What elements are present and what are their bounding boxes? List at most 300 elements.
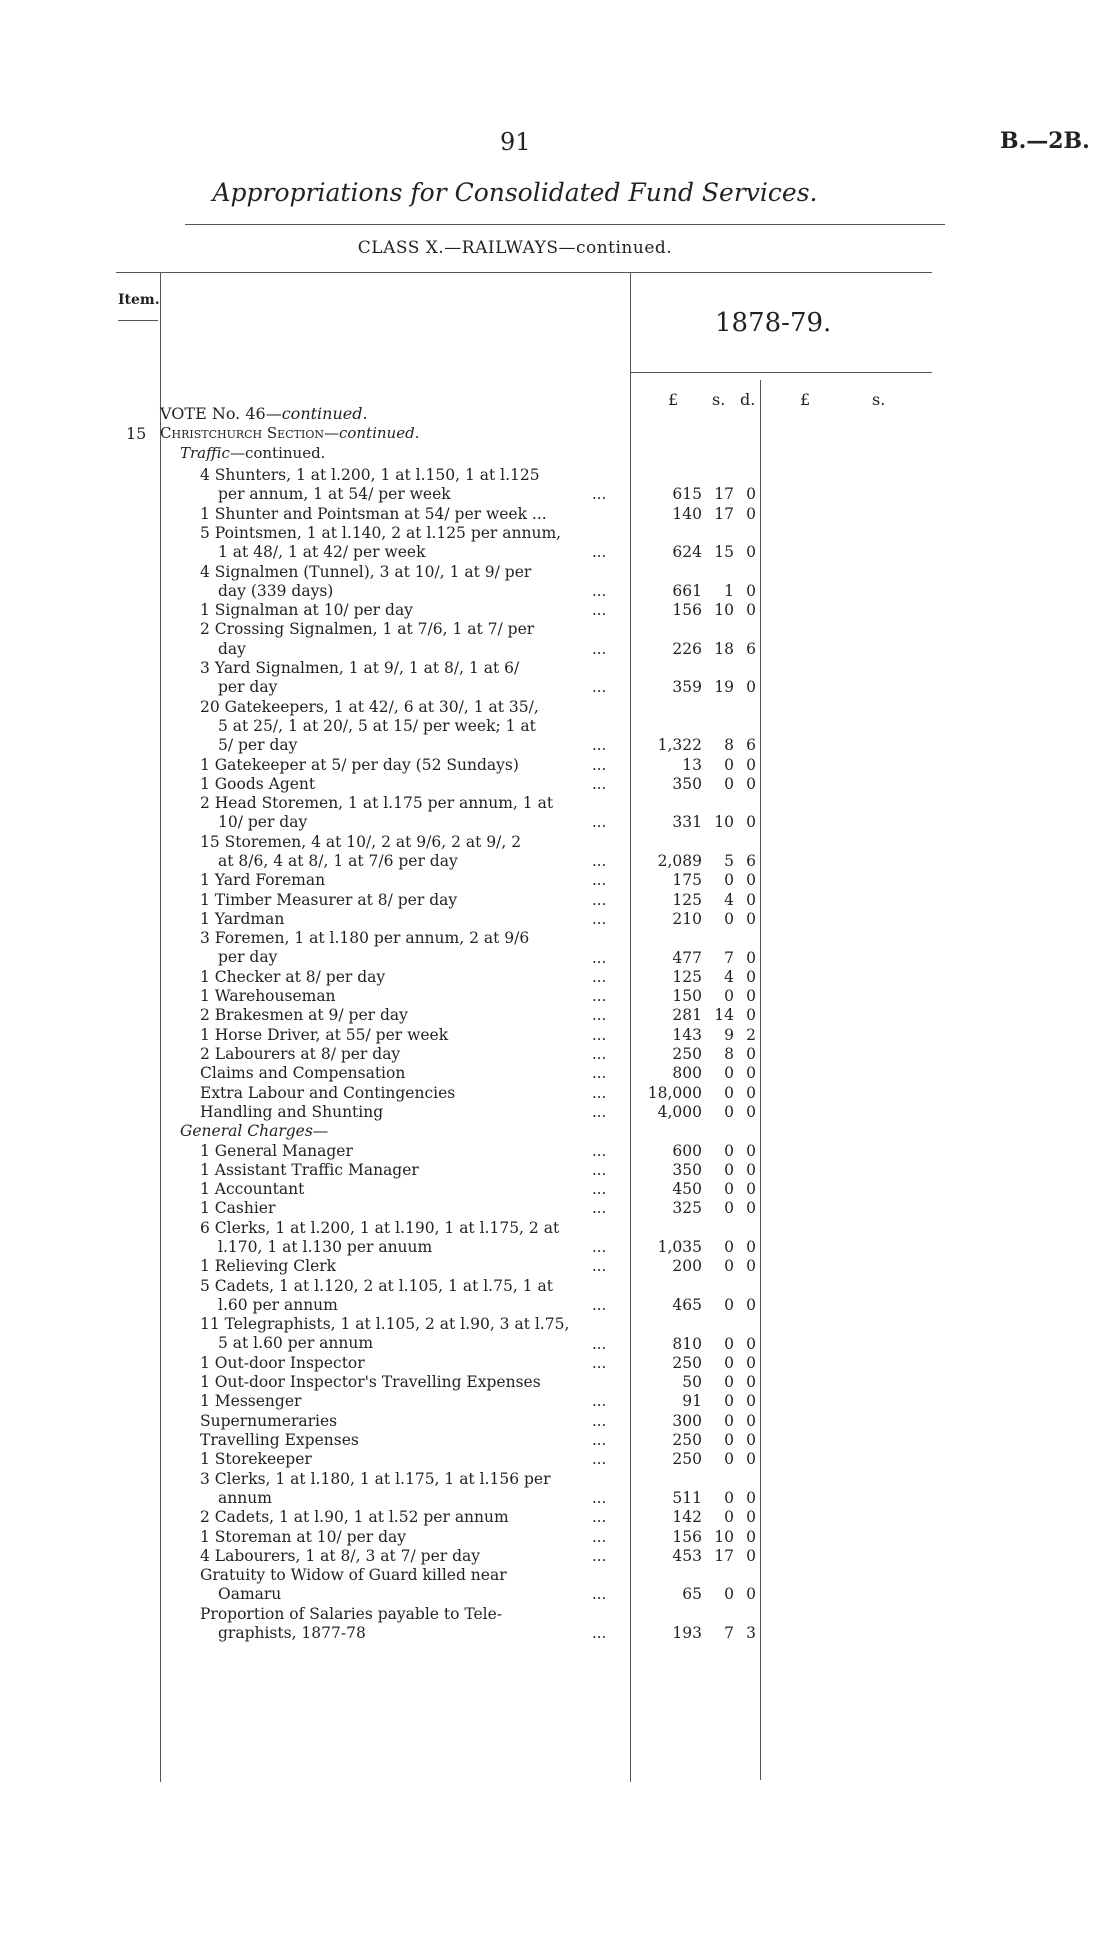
amount-pounds: 125: [672, 890, 702, 909]
entry-description: [200, 1354, 620, 1373]
entry-line: 1 Yard Foreman: [200, 871, 326, 890]
amount-pounds: 91: [682, 1392, 702, 1411]
leader-dots: ...: [592, 1295, 607, 1314]
entry-line: 4 Labourers, 1 at 8/, 3 at 7/ per day: [200, 1546, 481, 1565]
document-reference: B.—2B.: [1000, 128, 1090, 154]
amount-pence: 0: [746, 1392, 756, 1411]
leader-dots: ...: [592, 948, 607, 967]
leader-dots: ...: [592, 1025, 607, 1044]
entry-line: 1 Goods Agent: [200, 774, 316, 793]
pence-header: d.: [740, 390, 756, 409]
amount-pounds: 156: [672, 601, 702, 620]
amount-pence: 0: [746, 1141, 756, 1160]
leader-dots: ...: [592, 967, 607, 986]
amount-pounds: 125: [672, 967, 702, 986]
amount-pence: 0: [746, 1450, 756, 1469]
pounds-total-header: £: [800, 390, 811, 409]
entry-description: [200, 659, 620, 698]
entry-line: 5/ per day: [218, 736, 298, 755]
amount-pence: 6: [746, 639, 756, 658]
leader-dots: ...: [592, 890, 607, 909]
leader-dots: ...: [592, 1450, 607, 1469]
entry-line: 1 Warehouseman: [200, 987, 336, 1006]
title-rule: [185, 224, 945, 225]
amount-pence: 0: [746, 1083, 756, 1102]
entry-line: 2 Head Storemen, 1 at l.175 per annum, 1 at: [200, 794, 554, 813]
amount-pence: 0: [746, 1411, 756, 1430]
leader-dots: ...: [592, 1392, 607, 1411]
amount-pence: 0: [746, 967, 756, 986]
entry-description: [200, 1277, 620, 1316]
amount-pounds: 250: [672, 1450, 702, 1469]
item-number: 15: [126, 424, 147, 443]
amount-shillings: 15: [714, 543, 734, 562]
amount-pounds: 200: [672, 1257, 702, 1276]
amount-shillings: 1: [724, 581, 734, 600]
amount-pence: 0: [746, 581, 756, 600]
vote-heading: [160, 404, 368, 423]
year-column-header: 1878-79.: [715, 308, 832, 338]
leader-dots: ...: [592, 813, 607, 832]
amount-pounds: 13: [682, 755, 702, 774]
amount-pence: 0: [746, 1257, 756, 1276]
leader-dots: ...: [592, 1546, 607, 1565]
amount-shillings: 7: [724, 1624, 734, 1642]
entry-line: at 8/6, 4 at 8/, 1 at 7/6 per day: [218, 851, 458, 870]
entry-line: 15 Storemen, 4 at 10/, 2 at 9/6, 2 at 9/, 2: [200, 832, 522, 851]
entry-description: [200, 601, 620, 620]
amount-pence: 0: [746, 1295, 756, 1314]
amount-pence: 0: [746, 1045, 756, 1063]
entry-line: 5 at 25/, 1 at 20/, 5 at 15/ per week; 1 at: [218, 716, 536, 735]
entry-line: 1 Storeman at 10/ per day: [200, 1527, 407, 1546]
amount-pounds: 193: [672, 1624, 702, 1642]
amount-pence: 0: [746, 1546, 756, 1565]
leader-dots: ...: [592, 1488, 607, 1507]
amount-pence: 0: [746, 755, 756, 774]
leader-dots: ...: [592, 1006, 607, 1025]
amount-pence: 0: [746, 1102, 756, 1121]
leader-dots: ...: [592, 755, 607, 774]
subsection-heading: [180, 444, 325, 462]
entry-description: [200, 1161, 620, 1180]
amount-pounds: 300: [672, 1411, 702, 1430]
leader-dots: ...: [592, 1527, 607, 1546]
leader-dots: ...: [592, 1585, 607, 1604]
entry-line: per day: [218, 948, 278, 967]
entry-line: day (339 days): [218, 581, 334, 600]
leader-dots: ...: [592, 1083, 607, 1102]
entry-description: [200, 1006, 620, 1025]
leader-dots: ...: [592, 1199, 607, 1218]
amount-pounds: 250: [672, 1045, 702, 1063]
amount-pence: 0: [746, 1006, 756, 1025]
entry-description: [200, 756, 620, 775]
amount-pence: 3: [746, 1624, 756, 1642]
amount-pounds: 661: [672, 581, 702, 600]
entry-description: [200, 968, 620, 987]
amount-shillings: 18: [714, 639, 734, 658]
entry-line: annum: [218, 1488, 272, 1507]
amount-pence: 0: [746, 485, 756, 504]
entry-description: [200, 1103, 620, 1122]
amount-pence: 0: [746, 1373, 756, 1392]
entry-description: [200, 524, 620, 563]
amount-shillings: 19: [714, 678, 734, 697]
subsection-continued: —continued.: [229, 444, 326, 462]
page-number: 91: [500, 128, 531, 156]
entry-description: [200, 1064, 620, 1083]
amount-shillings: 0: [724, 1257, 734, 1276]
amount-pence: 2: [746, 1025, 756, 1044]
entry-description: [200, 871, 620, 890]
entry-line: l.170, 1 at l.130 per anuum: [218, 1237, 433, 1256]
amount-pounds: 4,000: [657, 1102, 702, 1121]
entry-line: 1 Relieving Clerk: [200, 1257, 337, 1276]
section-heading: [160, 424, 419, 442]
leader-dots: ...: [592, 774, 607, 793]
pounds-header: £: [668, 390, 679, 409]
entry-line: 1 Shunter and Pointsman at 54/ per week ...: [200, 504, 547, 523]
amount-shillings: 0: [724, 1431, 734, 1449]
entry-line: 1 Cashier: [200, 1199, 276, 1218]
entry-description: [200, 1199, 620, 1218]
amount-shillings: 0: [724, 1064, 734, 1083]
entry-line: 1 Timber Measurer at 8/ per day: [200, 890, 458, 909]
amount-pounds: 615: [672, 485, 702, 504]
entry-description: [200, 1547, 620, 1566]
amount-shillings: 8: [724, 1045, 734, 1063]
amount-pence: 0: [746, 1488, 756, 1507]
leader-dots: ...: [592, 1508, 607, 1527]
entry-line: 2 Crossing Signalmen, 1 at 7/6, 1 at 7/ per: [200, 620, 535, 639]
entry-line: Claims and Compensation: [200, 1064, 406, 1083]
amount-shillings: 0: [724, 1238, 734, 1256]
entry-description: [200, 1219, 620, 1258]
amount-pence: 0: [746, 1160, 756, 1179]
year-header-rule: [630, 372, 932, 373]
amount-pence: 0: [746, 1199, 756, 1218]
entry-line: Travelling Expenses: [200, 1431, 359, 1449]
entry-description: [200, 466, 620, 505]
amount-pounds: 50: [682, 1373, 702, 1392]
amount-shillings: 0: [724, 1488, 734, 1507]
shillings-header: s.: [712, 390, 726, 409]
page-title: Appropriations for Consolidated Fund Services.: [212, 178, 818, 207]
amount-shillings: 5: [724, 852, 734, 870]
amount-pence: 0: [746, 1238, 756, 1256]
entry-heading: General Charges—: [180, 1122, 329, 1141]
entry-line: 2 Cadets, 1 at l.90, 1 at l.52 per annum: [200, 1508, 509, 1527]
leader-dots: ...: [592, 1102, 607, 1121]
amount-pence: 0: [746, 1585, 756, 1604]
leader-dots: ...: [592, 543, 607, 562]
amount-shillings: 0: [724, 1199, 734, 1218]
entry-description: [200, 505, 620, 524]
entry-line: 1 at 48/, 1 at 42/ per week: [218, 543, 426, 562]
amount-pence: 0: [746, 871, 756, 890]
entry-line: Supernumeraries: [200, 1411, 338, 1430]
amount-pounds: 156: [672, 1527, 702, 1546]
amount-shillings: 0: [724, 1083, 734, 1102]
entry-description: [200, 1180, 620, 1199]
amount-shillings: 17: [714, 1546, 734, 1565]
amount-shillings: 4: [724, 967, 734, 986]
entry-line: 1 Yardman: [200, 909, 285, 928]
amount-pounds: 465: [672, 1295, 702, 1314]
leader-dots: ...: [592, 1160, 607, 1179]
amount-pounds: 142: [672, 1508, 702, 1527]
amount-pence: 0: [746, 987, 756, 1006]
item-column-header: Item.: [118, 292, 160, 308]
entry-description: [200, 1470, 620, 1509]
leader-dots: ...: [592, 987, 607, 1006]
amount-shillings: 0: [724, 1585, 734, 1604]
entry-description: [200, 833, 620, 872]
entry-line: 1 Messenger: [200, 1392, 302, 1411]
amount-pence: 0: [746, 1064, 756, 1083]
amount-pence: 0: [746, 601, 756, 620]
amount-shillings: 0: [724, 1141, 734, 1160]
entry-line: 3 Foremen, 1 at l.180 per annum, 2 at 9/6: [200, 929, 530, 948]
amount-pounds: 453: [672, 1546, 702, 1565]
amount-shillings: 17: [714, 504, 734, 523]
amount-shillings: 10: [714, 813, 734, 832]
leader-dots: ...: [592, 639, 607, 658]
amount-pounds: 175: [672, 871, 702, 890]
entry-line: Handling and Shunting: [200, 1102, 384, 1121]
leader-dots: ...: [592, 1064, 607, 1083]
amount-shillings: 14: [714, 1006, 734, 1025]
amount-shillings: 0: [724, 1102, 734, 1121]
amount-shillings: 0: [724, 1450, 734, 1469]
entry-description: [200, 1026, 620, 1045]
amount-pounds: 250: [672, 1353, 702, 1372]
amount-pence: 0: [746, 909, 756, 928]
leader-dots: ...: [592, 678, 607, 697]
leader-dots: ...: [592, 871, 607, 890]
shillings-total-header: s.: [872, 390, 886, 409]
entry-description: [200, 1450, 620, 1469]
amount-pence: 0: [746, 813, 756, 832]
amount-shillings: 10: [714, 601, 734, 620]
amount-shillings: 0: [724, 871, 734, 890]
section-continued: continued.: [338, 424, 420, 442]
leader-dots: ...: [592, 736, 607, 755]
amount-pence: 6: [746, 736, 756, 755]
leader-dots: ...: [592, 485, 607, 504]
amount-pounds: 150: [672, 987, 702, 1006]
entry-description: [200, 1392, 620, 1411]
entry-line: per day: [218, 678, 278, 697]
amount-shillings: 0: [724, 1160, 734, 1179]
amount-pence: 0: [746, 890, 756, 909]
entry-description: [200, 891, 620, 910]
entry-line: 11 Telegraphists, 1 at l.105, 2 at l.90, 3 at l.75,: [200, 1315, 570, 1334]
entry-line: per annum, 1 at 54/ per week: [218, 485, 451, 504]
leader-dots: ...: [592, 1353, 607, 1372]
leader-dots: ...: [592, 1257, 607, 1276]
amount-shillings: 0: [724, 1295, 734, 1314]
entry-line: 20 Gatekeepers, 1 at 42/, 6 at 30/, 1 at 35/,: [200, 697, 539, 716]
leader-dots: ...: [592, 1180, 607, 1199]
entry-line: 1 Horse Driver, at 55/ per week: [200, 1025, 449, 1044]
entry-description: [200, 1142, 620, 1161]
amount-shillings: 0: [724, 1392, 734, 1411]
amount-shillings: 0: [724, 1373, 734, 1392]
amount-pounds: 800: [672, 1064, 702, 1083]
entry-description: [200, 929, 620, 968]
entry-line: 4 Signalmen (Tunnel), 3 at 10/, 1 at 9/ per: [200, 562, 532, 581]
amount-shillings: 0: [724, 1180, 734, 1199]
amount-pounds: 226: [672, 639, 702, 658]
amount-pounds: 140: [672, 504, 702, 523]
amount-shillings: 10: [714, 1527, 734, 1546]
entry-description: [200, 698, 620, 756]
amount-shillings: 0: [724, 1411, 734, 1430]
entry-description: [200, 1508, 620, 1527]
entry-description: [200, 1605, 620, 1644]
amount-shillings: 0: [724, 1334, 734, 1353]
amount-pence: 0: [746, 1353, 756, 1372]
amount-shillings: 0: [724, 987, 734, 1006]
entry-description: [200, 563, 620, 602]
leader-dots: ...: [592, 1431, 607, 1449]
amount-shillings: 9: [724, 1025, 734, 1044]
entry-line: 5 Cadets, 1 at l.120, 2 at l.105, 1 at l.75, 1 at: [200, 1276, 553, 1295]
leader-dots: ...: [592, 581, 607, 600]
entry-description: [200, 1315, 620, 1354]
amount-pence: 0: [746, 948, 756, 967]
leader-dots: ...: [592, 1411, 607, 1430]
entry-line: 1 Out-door Inspector's Travelling Expenses: [200, 1373, 541, 1392]
entry-line: 4 Shunters, 1 at l.200, 1 at l.150, 1 at l.125: [200, 466, 540, 484]
entry-line: 1 Storekeeper: [200, 1450, 312, 1469]
amount-pounds: 450: [672, 1180, 702, 1199]
entry-description: [200, 1412, 620, 1431]
amount-shillings: 0: [724, 755, 734, 774]
class-title: CLASS X.—RAILWAYS—continued.: [357, 238, 673, 258]
entry-line: 1 Out-door Inspector: [200, 1353, 365, 1372]
entry-description: [200, 1431, 620, 1450]
entry-line: Extra Labour and Contingencies: [200, 1083, 456, 1102]
amount-pounds: 350: [672, 774, 702, 793]
amount-pounds: 810: [672, 1334, 702, 1353]
amount-pounds: 18,000: [647, 1083, 702, 1102]
entry-line: 2 Labourers at 8/ per day: [200, 1045, 401, 1063]
entry-description: [200, 987, 620, 1006]
leader-dots: ...: [592, 1624, 607, 1642]
amount-shillings: 0: [724, 1508, 734, 1527]
amount-pence: 0: [746, 774, 756, 793]
leader-dots: ...: [592, 1238, 607, 1256]
amount-pounds: 359: [672, 678, 702, 697]
entry-description: [200, 1257, 620, 1276]
leader-dots: ...: [592, 909, 607, 928]
amount-pence: 0: [746, 543, 756, 562]
amount-pounds: 281: [672, 1006, 702, 1025]
entry-line: day: [218, 639, 246, 658]
amount-pounds: 210: [672, 909, 702, 928]
amount-pence: 0: [746, 1508, 756, 1527]
amount-pounds: 325: [672, 1199, 702, 1218]
amount-pence: 0: [746, 504, 756, 523]
entry-line: graphists, 1877-78: [218, 1623, 366, 1642]
entry-line: 1 General Manager: [200, 1141, 353, 1160]
entry-description: [200, 1084, 620, 1103]
vote-label: VOTE No. 46—: [160, 404, 282, 423]
entry-description: [200, 775, 620, 794]
amount-pence: 0: [746, 678, 756, 697]
entry-description: [200, 1045, 620, 1064]
amount-pence: 6: [746, 852, 756, 870]
leader-dots: ...: [592, 1334, 607, 1353]
entry-description: [200, 910, 620, 929]
amount-pounds: 143: [672, 1025, 702, 1044]
entry-description: [200, 794, 620, 833]
entry-line: 2 Brakesmen at 9/ per day: [200, 1006, 408, 1025]
entry-line: Gratuity to Widow of Guard killed near: [200, 1566, 507, 1585]
amount-pounds: 1,035: [657, 1238, 702, 1256]
entry-line: Oamaru: [218, 1585, 282, 1604]
amount-pounds: 65: [682, 1585, 702, 1604]
amount-pounds: 250: [672, 1431, 702, 1449]
amount-pence: 0: [746, 1180, 756, 1199]
subsection-label: Traffic: [180, 444, 230, 462]
entry-description: [200, 1566, 620, 1605]
leader-dots: ...: [592, 852, 607, 870]
amount-shillings: 7: [724, 948, 734, 967]
entry-line: 1 Assistant Traffic Manager: [200, 1160, 419, 1179]
amount-shillings: 8: [724, 736, 734, 755]
entry-line: 5 Pointsmen, 1 at l.140, 2 at l.125 per annum,: [200, 523, 562, 542]
amount-pence: 0: [746, 1334, 756, 1353]
entry-line: Proportion of Salaries payable to Tele-: [200, 1604, 503, 1623]
entry-line: 3 Clerks, 1 at l.180, 1 at l.175, 1 at l.156 per: [200, 1469, 551, 1488]
entry-description: [200, 620, 620, 659]
item-header-rule: [118, 320, 158, 321]
entry-line: 1 Checker at 8/ per day: [200, 967, 386, 986]
entry-line: 1 Signalman at 10/ per day: [200, 601, 413, 620]
entry-description: [200, 1528, 620, 1547]
amount-pence: 0: [746, 1431, 756, 1449]
leader-dots: ...: [592, 1045, 607, 1063]
item-column-rule: [160, 272, 161, 1782]
amount-pounds: 511: [672, 1488, 702, 1507]
amount-pounds: 477: [672, 948, 702, 967]
entry-description: [200, 1373, 620, 1392]
entry-line: 6 Clerks, 1 at l.200, 1 at l.190, 1 at l.175, 2 at: [200, 1218, 560, 1237]
amount-shillings: 17: [714, 485, 734, 504]
leader-dots: ...: [592, 601, 607, 620]
amount-shillings: 0: [724, 909, 734, 928]
entry-line: 3 Yard Signalmen, 1 at 9/, 1 at 8/, 1 at 6/: [200, 659, 520, 677]
amount-shillings: 0: [724, 1353, 734, 1372]
total-column-rule: [760, 380, 761, 1780]
amount-pence: 0: [746, 1527, 756, 1546]
section-label: Christchurch Section—: [160, 424, 339, 442]
amount-pounds: 331: [672, 813, 702, 832]
amount-pounds: 350: [672, 1160, 702, 1179]
entry-line: 1 Gatekeeper at 5/ per day (52 Sundays): [200, 755, 519, 774]
entry-line: 10/ per day: [218, 813, 308, 832]
amount-shillings: 4: [724, 890, 734, 909]
entry-line: 1 Accountant: [200, 1180, 305, 1199]
amount-pounds: 600: [672, 1141, 702, 1160]
amount-pounds: 2,089: [657, 852, 702, 870]
entry-line: 5 at l.60 per annum: [218, 1334, 374, 1353]
amount-pounds: 624: [672, 543, 702, 562]
